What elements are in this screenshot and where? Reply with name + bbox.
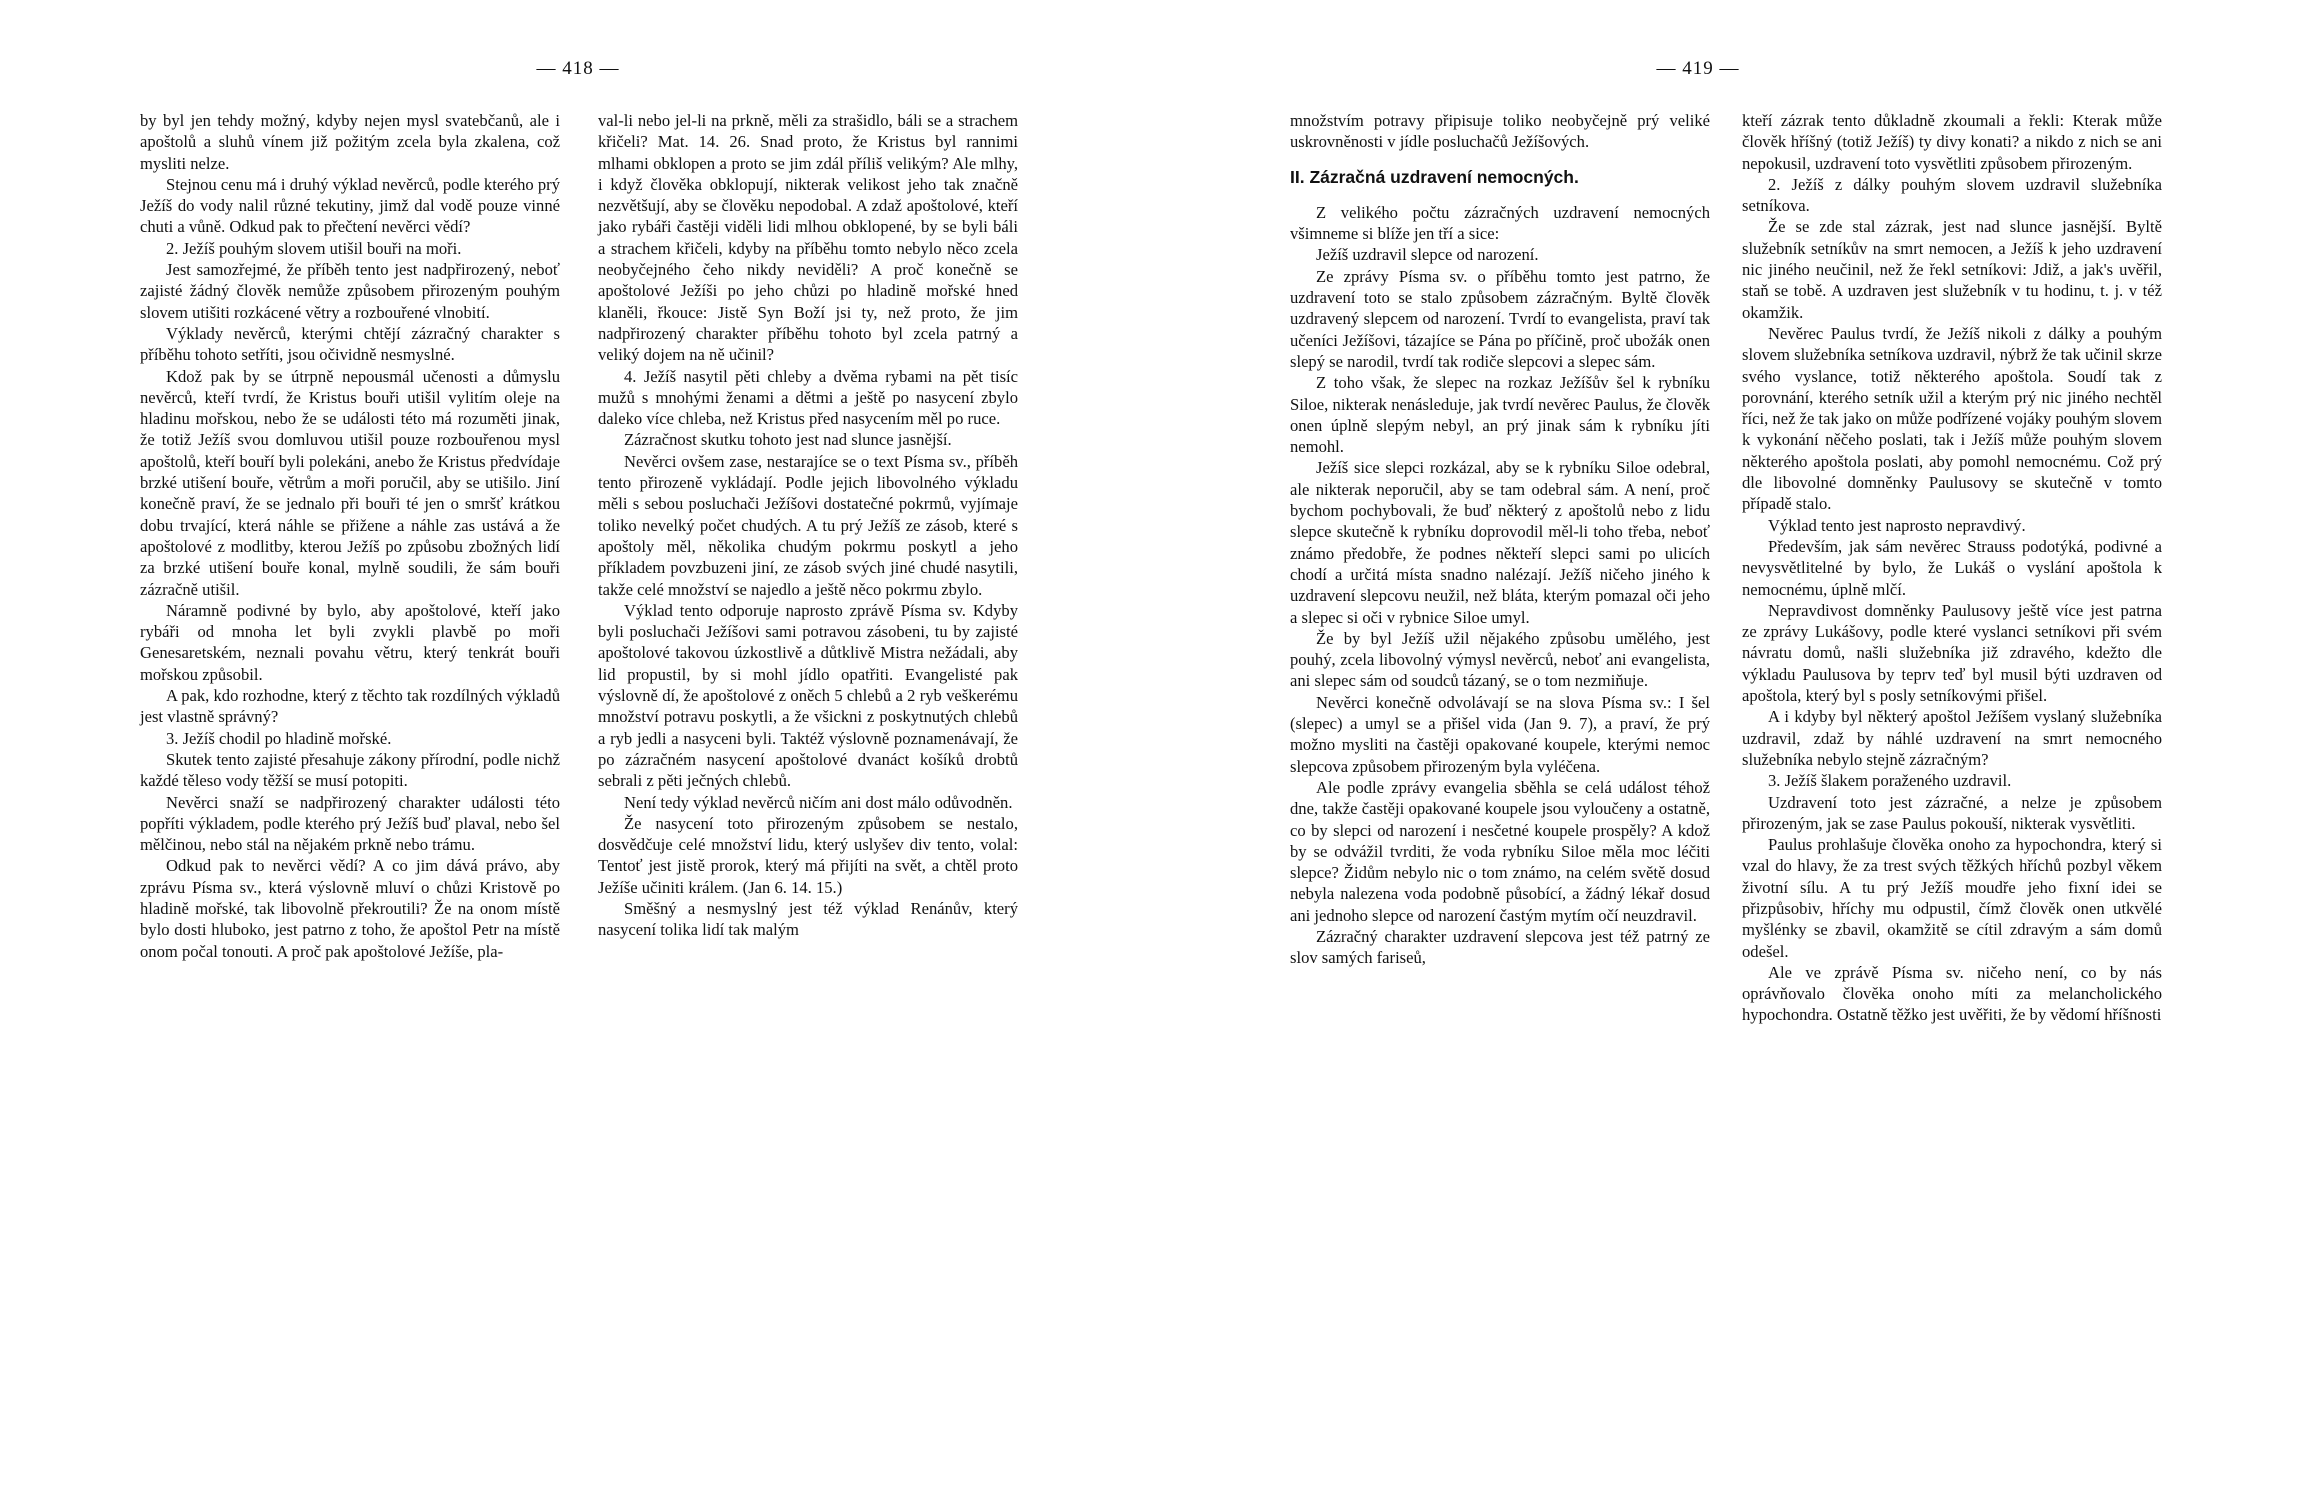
paragraph: Výklad tento odporuje naprosto zprávě Písma sv. Kdyby byli posluchači Ježíšovi sami potravou zásobeni, tu by zajisté apoštolové takovou úzkostlivě a důtklivě Mistra nežádali, aby lid propustil, by si mohl jídlo opatřiti. Evangelisté pak výslovně dí, že apoštolové z oněch 5 chlebů a 2 ryb veškerému množství potravu poskytli, a že všickni z poskytnutých chlebů a ryb jedli a nasyceni byli. Taktéž výslovně poznamenávají, že po zázračném nasycení apoštolové dvanáct košíků drobtů sebrali z pěti ječných chlebů. [598, 600, 1018, 791]
section-heading: 4. Ježíš nasytil pěti chleby a dvěma rybami na pět tisíc mužů s mnohými ženami a dětmi a ještě po nasycení zbylo daleko více chleba, než Kristus před nasycením měl po ruce. [598, 366, 1018, 429]
right-page-number: — 419 — [1656, 58, 1740, 79]
paragraph: Výklady nevěrců, kterými chtějí zázračný charakter s příběhu tohoto setříti, jsou očividně nesmyslné. [140, 323, 560, 365]
paragraph: Paulus prohlašuje člověka onoho za hypochondra, který si vzal do hlavy, že za trest svých těžkých hříchů pozbyl věkem životní sílu. A tu prý Ježíš moudře jeho fixní idei se přizpůsobiv, hříchy mu odpustil, čímž člověk onen utkvělé myšlénky se zbavil, okamžitě se cítil zdravým a sám domů odešel. [1742, 835, 2162, 961]
right-page-column-1 [1290, 110, 1710, 969]
paragraph: kteří zázrak tento důkladně zkoumali a řekli: Kterak může člověk hříšný (totiž Ježíš) ty divy konati? a nikdo z nich se ani nepokusil, uzdravení toto vysvětliti způsobem přirozeným. [1742, 111, 2162, 173]
paragraph: Ale ve zprávě Písma sv. ničeho není, co by nás oprávňovalo člověka onoho míti za melancholického hypochondra. Ostatně těžko jest uvěřiti, že by vědomí hříšnosti [1742, 962, 2162, 1025]
paragraph: Z velikého počtu zázračných uzdravení nemocných všimneme si blíže jen tří a sice: [1290, 202, 1710, 244]
paragraph: Z toho však, že slepec na rozkaz Ježíšův šel k rybníku Siloe, nikterak nenásleduje, jak tvrdí nevěrec Paulus, že člověk onen úplně slepým nebyl, an prý jinak sám k rybníku jíti nemohl. [1290, 373, 1710, 457]
paragraph: Ježíš sice slepci rozkázal, aby se k rybníku Siloe odebral, ale nikterak neporučil, aby se tam odebral sám. A není, proč bychom pochybovali, že buď některý z apoštolů nebo z lidu slepce skutečně k rybníku doprovodil měl-li toho třeba, neboť známo předobře, že podnes někteří slepci sami po ulicích chodí a určitá místa snadno nalézají. Ježíš ničeho jiného k uzdravení slepcovu neužil, než bláta, kterým pomazal oči jeho a slepec si oči v rybnice Siloe umyl. [1290, 458, 1710, 627]
paragraph: Uzdravení toto jest zázračné, a nelze je způsobem přirozeným, jak se zase Paulus pokouší, nikterak vysvětliti. [1742, 792, 2162, 833]
left-page-column-2 [598, 110, 1018, 941]
paragraph: Ale podle zprávy evangelia sběhla se celá událost téhož dne, takže častěji opakované koupele jsou vyloučeny a ostatně, co by slepci od narození i nesčetné koupele prospěly? A kdož by se odvážil tvrditi, že voda rybníku Siloe měla moc léčiti slepce? Židům nebylo nic o tom známo, na celém světě dosud nebyla nalezena voda podobně působící, a žádný lékař dosud ani jednoho slepce od narození častým mytím očí neuzdravil. [1290, 777, 1710, 925]
paragraph: množstvím potravy připisuje toliko neobyčejně prý veliké uskrovněnosti v jídle posluchačů Ježíšových. [1290, 111, 1710, 152]
right-page-column-2 [1742, 110, 2162, 1026]
paragraph: Náramně podivné by bylo, aby apoštolové, kteří jako rybáři od mnoha let byli zvykli plavbě po moři Genesaretském, neznali povahu větru, který tenkrát bouři mořskou způsobil. [140, 600, 560, 684]
paragraph: Že by byl Ježíš užil nějakého způsobu umělého, jest pouhý, zcela libovolný výmysl nevěrců, neboť ani evangelista, ani slepec sám od soudců tázaný, se o tom nezmiňuje. [1290, 628, 1710, 691]
paragraph: Nevěrci ovšem zase, nestarajíce se o text Písma sv., příběh tento přirozeně vykládají. Podle jejich libovolného výkladu měli s sebou posluchači Ježíšovi dostatečné pokrmů, vyjímaje toliko nevelký počet chudých. A tu prý Ježíš ze zásob, které s apoštoly měl, několika chudým pokrmu poskytl a jeho příkladem povzbuzeni jiní, ze zásob svých jiné chudé nasytili, takže celé množství se najedlo a ještě něco pokrmu zbylo. [598, 451, 1018, 599]
paragraph: Že nasycení toto přirozeným způsobem se nestalo, dosvědčuje celé množství lidu, který uslyšev div tento, volal: Tentoť jest jistě prorok, který má přijíti na svět, a chtěl proto Ježíše učiniti králem. (Jan 6. 14. 15.) [598, 813, 1018, 897]
paragraph: Odkud pak to nevěrci vědí? A co jim dává právo, aby zprávu Písma sv., která výslovně mluví o chůzi Kristově po hladině mořské, tak libovolně překroutili? Že na onom místě bylo dosti hluboko, jest patrno z toho, že apoštol Petr na místě onom počal tonouti. A proč pak apoštolové Ježíše, pla- [140, 856, 560, 961]
paragraph: Není tedy výklad nevěrců ničím ani dost málo odůvodněn. [624, 792, 1013, 812]
paragraph: Stejnou cenu má i druhý výklad nevěrců, podle kterého prý Ježíš do vody nalil různé tekutiny, jimž dal vodě pouze vinné chuti a vůně. Odkud pak to přečtení nevěrci vědí? [140, 174, 560, 237]
paragraph: Zázračnost skutku tohoto jest nad slunce jasnější. [624, 430, 952, 450]
paragraph: Výklad tento jest naprosto nepravdivý. [1768, 515, 2026, 535]
paragraph: Nevěrci snaží se nadpřirozený charakter události této popříti výkladem, podle kterého prý Ježíš buď plaval, nebo šel mělčinou, nebo stál na nějakém prkně nebo trámu. [140, 792, 560, 855]
section-heading: Ježíš uzdravil slepce od narození. [1316, 245, 1539, 265]
paragraph: Jest samozřejmé, že příběh tento jest nadpřirozený, neboť zajisté žádný člověk nemůže způsobem přirozeným pouhým slovem utišiti rozkácené větry a rozbouřené vlnobití. [140, 260, 560, 322]
paragraph: Zázračný charakter uzdravení slepcova jest též patrný ze slov samých fariseů, [1290, 926, 1710, 968]
section-heading: 3. Ježíš šlakem poraženého uzdravil. [1768, 771, 2012, 791]
paragraph: Nevěrec Paulus tvrdí, že Ježíš nikoli z dálky a pouhým slovem služebníka setníkova uzdravil, nýbrž že tak učinil skrze svého vyslance, totiž některého apoštola. Soudí tak z porovnání, kterého setník užil a kterým prý nic jiného nechtěl říci, než že tak jako on může podřízené vojáky pouhým slovem k vykonání něčeho poslati, tak i Ježíš může pouhým slovem některého apoštola poslati, aby pomohl nemocnému. Což prý dle libovolné domněnky Paulusovy se skutečně v tomto případě stalo. [1742, 323, 2162, 514]
section-heading: 2. Ježíš z dálky pouhým slovem uzdravil služebníka setníkova. [1742, 174, 2162, 216]
chapter-heading: II. Zázračná uzdravení nemocných. [1290, 166, 1579, 187]
left-page-number: — 418 — [536, 58, 620, 79]
paragraph: Že se zde stal zázrak, jest nad slunce jasnější. Byltě služebník setníkův na smrt nemocen, a Ježíš k jeho uzdravení nic jiného neučinil, než že řekl setníkovi: Jdiž, a jak's uvěřil, staň se tobě. A uzdraven jest služebník v tu hodinu, t. j. v též okamžik. [1742, 217, 2162, 322]
paragraph: val-li nebo jel-li na prkně, měli za strašidlo, báli se a strachem křičeli? Mat. 14. 26. Snad proto, že Kristus byl rannimi mlhami obklopen a proto se jim zdál příliš velikým? Ale mlhy, i když člověka obklopují, nikterak velikost jeho tak značně nezvětšují, aby se člověku nepodobal. A zdaž apoštolové, kteří jako rybáři častěji viděli lidi mlhou obklopené, by se byli báli a strachem křičeli, kdyby na příběhu tomto nebylo něco zcela neobyčejného čeho nikdy neviděli? A proč konečně se apoštolové Ježíši po jeho chůzi po hladině mořské hned klaněli, řkouce: Jistě Syn Boží jsi ty, než proto, že jim nadpřirozený charakter příběhu tohoto byl zcela patrný a veliký dojem na ně učinil? [598, 111, 1018, 365]
section-heading: 3. Ježíš chodil po hladině mořské. [166, 728, 392, 748]
section-heading: 2. Ježíš pouhým slovem utišil bouři na moři. [166, 238, 462, 258]
paragraph: Nepravdivost domněnky Paulusovy ještě více jest patrna ze zprávy Lukášovy, podle které vyslanci setníkovi při svém návratu domů, našli služebníka již zdravého, kdežto dle výkladu Paulusova by teprv teď byl musil býti uzdraven od apoštola, který byl s posly setníkovými přišel. [1742, 600, 2162, 706]
paragraph: Ze zprávy Písma sv. o příběhu tomto jest patrno, že uzdravení toto se stalo způsobem zázračným. Byltě člověk uzdravený slepcem od narození. Tvrdí to evangelista, praví tak učeníci Ježíšovi, tázajíce se Pána po příčině, proč ubožák onen slepý se narodil, tvrdí tak rodiče slepcovi a slepec sám. [1290, 266, 1710, 371]
paragraph: A i kdyby byl některý apoštol Ježíšem vyslaný služebníka uzdravil, zdaž by náhlé uzdravení na smrt nemocného služebníka nebylo stejně zázračným? [1742, 707, 2162, 769]
paragraph: by byl jen tehdy možný, kdyby nejen mysl svatebčanů, ale i apoštolů a sluhů vínem již požitým zcela byla zkalena, což mysliti nelze. [140, 111, 560, 173]
paragraph: Především, jak sám nevěrec Strauss podotýká, podivné a nevysvětlitelné by bylo, že Lukáš o vyslání apoštola k nemocnému, úplně mlčí. [1742, 536, 2162, 599]
paragraph: Nevěrci konečně odvolávají se na slova Písma sv.: I šel (slepec) a umyl se a přišel vida (Jan 9. 7), a praví, že prý možno mysliti na častěji opakované koupele, kterými nemoc slepcova způsobem přirozeným byla vyléčena. [1290, 692, 1710, 776]
paragraph: Kdož pak by se útrpně nepousmál učenosti a důmyslu nevěrců, kteří tvrdí, že Kristus bouři utišil vylitím oleje na hladinu mořskou, nebo že se události této má rozuměti jinak, že totiž Ježíš svou domluvou utišil pouze rozbouřenou mysl apoštolů, kteří bouří byli polekáni, anebo že Kristus předvídaje brzké utišení bouře, větrům a moři poručil, aby se utišilo. Jiní konečně praví, že se jednalo při bouři té jen o smršť krátkou dobu trvající, která náhle se přižene a náhle zas ustává a že apoštolové z modlitby, kterou Ježíš po způsobu zbožných lidí za brzké utišení bouře konal, mylně soudili, že sám bouři zázračně utišil. [140, 366, 560, 599]
paragraph: Směšný a nesmyslný jest též výklad Renánův, který nasycení tolika lidí tak malým [598, 898, 1018, 940]
paragraph: Skutek tento zajisté přesahuje zákony přírodní, podle nichž každé těleso vody těžší se musí potopiti. [140, 749, 560, 791]
left-page-column-1 [140, 110, 560, 962]
paragraph: A pak, kdo rozhodne, který z těchto tak rozdílných výkladů jest vlastně správný? [140, 686, 560, 727]
